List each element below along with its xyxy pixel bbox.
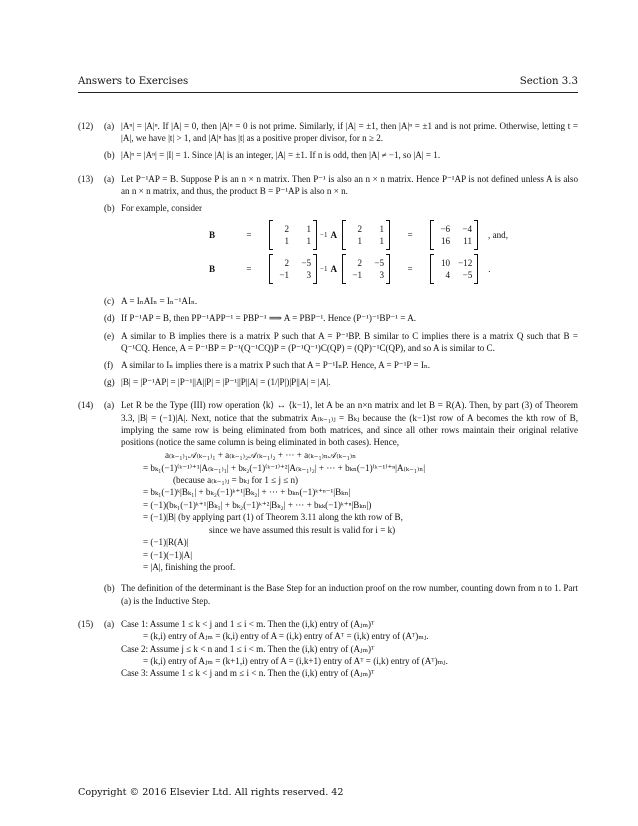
problem-15 (78, 618, 578, 685)
case-line: Case 2: Assume j ≤ k < n and 1 ≤ i < m. Then the (i,k) entry of (Aⱼₘ)ᵀ (121, 643, 375, 654)
case-line: = (k,i) entry of Aⱼₘ = (k,i) entry of A = (i,k) entry of Aᵀ = (i,k) entry of (Aᵀ)ₘⱼ. (143, 631, 429, 642)
part-text: The definition of the determinant is the Base Step for an induction proof on the row number, counting down from n to 1. Part (a) is the Inductive Step. (121, 583, 578, 606)
part-a: (a) |Aⁿ| = |A|ⁿ. If |A| = 0, then |A|ⁿ = 0 is not prime. Similarly, if |A| = ±1, then |A|ⁿ = ±1 and is not prime. Otherwise, letting t = |A|, we have |t| > 1, and |A|ⁿ has |t| as a positive proper divisor, for n ≥ 2. (104, 121, 578, 144)
case-line: Case 3: Assume 1 ≤ k < j and m ≤ i < n. Then the (i,k) entry of (Aⱼₘ)ᵀ (121, 668, 375, 679)
part-f: (f) A similar to Iₙ implies there is a matrix P such that A = P⁻¹IₙP. Hence, A = P⁻¹P = Iₙ. (104, 359, 578, 371)
part-b: (b) The definition of the determinant is the Base Step for an induction proof on the row number, counting down from n to 1. Part (a) is the Inductive Step. (104, 583, 578, 606)
part-text: A similar to Iₙ implies there is a matrix P such that A = P⁻¹IₙP. Hence, A = P⁻¹P = Iₙ. (121, 360, 431, 371)
derivation-line: = (−1)(bₖ₁(−1)ᵏ⁺¹|Bₖ₁| + bₖ₂(−1)ᵏ⁺²|Bₖ₂| + ··· + bₖₖ(−1)ᵏ⁺ⁿ|Bₖₙ|) (143, 499, 372, 510)
part-e: (e) A similar to B implies there is a matrix P such that A = P⁻¹BP. B similar to C implies there is a matrix Q such that B = Q⁻¹CQ. Hence, A = P⁻¹BP = P⁻¹(Q⁻¹CQ)P = (P⁻¹Q⁻¹)C(QP) = (QP)⁻¹C(QP), and so A is similar to C. (104, 330, 578, 353)
case-line: = (k,i) entry of Aⱼₘ = (k+1,i) entry of A = (i,k+1) entry of Aᵀ = (i,k) entry of (Aᵀ)ₘⱼ. (143, 655, 448, 666)
problem-number: (15) (78, 618, 94, 629)
determinant-derivation (143, 449, 578, 573)
derivation-line: = (−1)|R(A)| (143, 537, 189, 548)
problem-13 (78, 173, 578, 394)
case-line: Case 1: Assume 1 ≤ k < j and 1 ≤ i < m. Then the (i,k) entry of (Aⱼₘ)ᵀ (121, 618, 375, 629)
running-header (78, 76, 578, 87)
matrix-result: 10 −12 4 −5 (430, 255, 478, 283)
derivation-line: = |A|, finishing the proof. (143, 561, 236, 572)
derivation-line: = (−1)|B| (by applying part (1) of Theorem 3.11 along the kth row of B, (143, 512, 403, 523)
part-a: (a) Let P⁻¹AP = B. Suppose P is an n × n matrix. Then P⁻¹ is also an n × n matrix. Hence P⁻¹AP is not defined unless A is also an n × n matrix, and thus, the product B = P⁻¹AP is also n × n. (104, 173, 578, 196)
derivation-line: since we have assumed this result is valid for i = k) (209, 524, 396, 535)
derivation-line: = bₖ₁(−1)⁽ᵏ⁻¹⁾⁺¹|A₍ₖ₋₁₎₁| + bₖ₂(−1)⁽ᵏ⁻¹⁾⁺²|A₍ₖ₋₁₎₂| + ··· + bₖₙ(−1)⁽ᵏ⁻¹⁾⁺ⁿ|A₍ₖ₋₁₎ₙ| (143, 462, 426, 473)
part-text: Let P⁻¹AP = B. Suppose P is an n × n matrix. Then P⁻¹ is also an n × n matrix. Hence P⁻¹AP is not defined unless A is also an n × n matrix, and thus, the product B = P⁻¹AP is also n × n. (121, 173, 578, 196)
problem-number: (13) (78, 173, 94, 184)
part-text: |B| = |P⁻¹AP| = |P⁻¹||A||P| = |P⁻¹||P||A| = (1/|P|)|P||A| = |A|. (121, 377, 331, 388)
matrix-equation-1: B = 2 1 1 1 −1 A 2 1 1 1 = −6 −4 16 11 , and, (209, 218, 578, 252)
part-d: (d) If P⁻¹AP = B, then PP⁻¹APP⁻¹ = PBP⁻¹ ⟹ A = PBP⁻¹. Hence (P⁻¹)⁻¹BP⁻¹ = A. (104, 312, 578, 324)
matrix-result: −6 −4 16 11 (430, 221, 478, 249)
part-g: (g) |B| = |P⁻¹AP| = |P⁻¹||A||P| = |P⁻¹||P||A| = (1/|P|)|P||A| = |A|. (104, 376, 578, 388)
matrix-example (121, 218, 578, 286)
answers-body (78, 120, 578, 691)
footer-copyright: Copyright © 2016 Elsevier Ltd. All rights reserved. 42 (78, 787, 344, 798)
matrix-p: 2 −5 −1 3 (342, 255, 390, 283)
problem-number: (12) (78, 121, 94, 131)
header-rule (78, 92, 578, 93)
matrix-p-inverse: 2 −5 −1 3 (269, 255, 317, 283)
matrix-equation-2: B = 2 −5 −1 3 −1 A 2 −5 −1 3 = 10 −12 4 −5 . (209, 252, 578, 286)
part-a: (a) Case 1: Assume 1 ≤ k < j and 1 ≤ i < m. Then the (i,k) entry of (Aⱼₘ)ᵀ = (k,i) entry of Aⱼₘ = (k,i) entry of A = (i,k) entry of Aᵀ = (i,k) entry of (Aᵀ)ₘⱼ. Case 2: Assume j ≤ k < n and 1 ≤ i < m. Then the (i,k) entry of (Aⱼₘ)ᵀ = (k,i) entry of Aⱼₘ = (k+1,i) entry of A = (i,k+1) entry of Aᵀ = (i,k) entry of (Aᵀ)ₘⱼ. Case 3: Assume 1 ≤ k < j and m ≤ i < n. Then the (i,k) entry of (Aⱼₘ)ᵀ (104, 618, 578, 680)
header-left: Answers to Exercises (78, 76, 189, 87)
problem-14 (78, 399, 578, 611)
matrix-p-inverse: 2 1 1 1 (269, 221, 317, 249)
problem-number: (14) (78, 400, 94, 411)
part-text: A similar to B implies there is a matrix P such that A = P⁻¹BP. B similar to C implies there is a matrix Q such that B = Q⁻¹CQ. Hence, A = P⁻¹BP = P⁻¹(Q⁻¹CQ)P = (P⁻¹Q⁻¹)C(QP) = (QP)⁻¹C(QP), and so A is similar to C. (121, 330, 578, 353)
derivation-line: a₍ₖ₋₁₎₁𝒜₍ₖ₋₁₎₁ + a₍ₖ₋₁₎₂𝒜₍ₖ₋₁₎₂ + ··· + a₍ₖ₋₁₎ₙ𝒜₍ₖ₋₁₎ₙ (165, 450, 357, 461)
part-a: (a) Let R be the Type (III) row operation ⟨k⟩ ↔ ⟨k−1⟩, let A be an n×n matrix and let B = R(A). Then, by part (3) of Theorem 3.3, |B| = (−1)|A|. Next, notice that the submatrix A₍ₖ₋₁₎ⱼ = Bₖⱼ because the (k−1)st row of A becomes the kth row of B, implying the same row is being eliminated from both matrices, and since all other rows maintain their original relative positions (notice the same column is being eliminated in both cases). Hence, a₍ₖ₋₁₎₁𝒜₍ₖ₋₁₎₁ + a₍ₖ₋₁₎₂𝒜₍ₖ₋₁₎₂ + ··· + a₍ₖ₋₁₎ₙ𝒜₍ₖ₋₁₎ₙ = bₖ₁(−1)⁽ᵏ⁻¹⁾⁺¹|A₍ₖ₋₁₎₁| + bₖ₂(−1)⁽ᵏ⁻¹⁾⁺²|A₍ₖ₋₁₎₂| + ··· + bₖₙ(−1)⁽ᵏ⁻¹⁾⁺ⁿ|A₍ₖ₋₁₎ₙ| (because a₍ₖ₋₁₎ⱼ = bₖⱼ for 1 ≤ j ≤ n) = bₖ₁(−1)ᵏ|Bₖ₁| + bₖ₂(−1)ᵏ⁺¹|Bₖ₂| + ··· + bₖₙ(−1)ᵏ⁺ⁿ⁻¹|Bₖₙ| = (−1)(bₖ₁(−1)ᵏ⁺¹|Bₖ₁| + bₖ₂(−1)ᵏ⁺²|Bₖ₂| + ··· + bₖₖ(−1)ᵏ⁺ⁿ|Bₖₙ|) = (−1)|B| (by applying part (1) of Theorem 3.11 along the kth row of B, since we have assumed this result is valid for i = k) = (−1)|R(A)| = (−1)(−1)|A| = |A|, finishing the proof. (104, 400, 578, 572)
part-text: A = IₙAIₙ = Iₙ⁻¹AIₙ. (121, 296, 198, 307)
part-text: |A|ⁿ = |Aⁿ| = |I| = 1. Since |A| is an integer, |A| = ±1. If n is odd, then |A| ≠ −1, so |A| = 1. (121, 150, 441, 161)
case-list (121, 618, 578, 680)
matrix-p: 2 1 1 1 (342, 221, 390, 249)
part-text: |Aⁿ| = |A|ⁿ. If |A| = 0, then |A|ⁿ = 0 is not prime. Similarly, if |A| = ±1, then |A|ⁿ = ±1 and is not prime. Otherwise, letting t = |A|, we have |t| > 1, and |A|ⁿ has |t| as a positive proper divisor, for n ≥ 2. (121, 121, 578, 144)
problem-12 (78, 120, 578, 167)
part-text: For example, consider (121, 203, 203, 214)
header-right: Section 3.3 (519, 76, 578, 87)
part-b: (b) |A|ⁿ = |Aⁿ| = |I| = 1. Since |A| is an integer, |A| = ±1. If n is odd, then |A| ≠ −1, so |A| = 1. (104, 149, 578, 161)
part-b: (b) For example, consider B = 2 1 1 1 −1 A 2 1 1 1 = −6 −4 16 11 , and, B = 2 −5 −1 3 −1 A 2 −5 −1 3 = 10 −12 4 −5 . (104, 202, 578, 290)
derivation-line: = (−1)(−1)|A| (143, 549, 193, 560)
part-text: Let R be the Type (III) row operation ⟨k⟩ ↔ ⟨k−1⟩, let A be an n×n matrix and let B = R(A). Then, by part (3) of Theorem 3.3, |B| = (−1)|A|. Next, notice that the submatrix A₍ₖ₋₁₎ⱼ = Bₖⱼ because the (k−1)st row of A becomes the kth row of B, implying the same row is being eliminated from both matrices, and since all other rows maintain their original relative positions (notice the same column is being eliminated in both cases). Hence, (121, 400, 578, 448)
derivation-line: (because a₍ₖ₋₁₎ⱼ = bₖⱼ for 1 ≤ j ≤ n) (173, 475, 299, 486)
part-text: If P⁻¹AP = B, then PP⁻¹APP⁻¹ = PBP⁻¹ ⟹ A = PBP⁻¹. Hence (P⁻¹)⁻¹BP⁻¹ = A. (121, 313, 417, 324)
derivation-line: = bₖ₁(−1)ᵏ|Bₖ₁| + bₖ₂(−1)ᵏ⁺¹|Bₖ₂| + ··· + bₖₙ(−1)ᵏ⁺ⁿ⁻¹|Bₖₙ| (143, 487, 351, 498)
part-c: (c) A = IₙAIₙ = Iₙ⁻¹AIₙ. (104, 295, 578, 307)
